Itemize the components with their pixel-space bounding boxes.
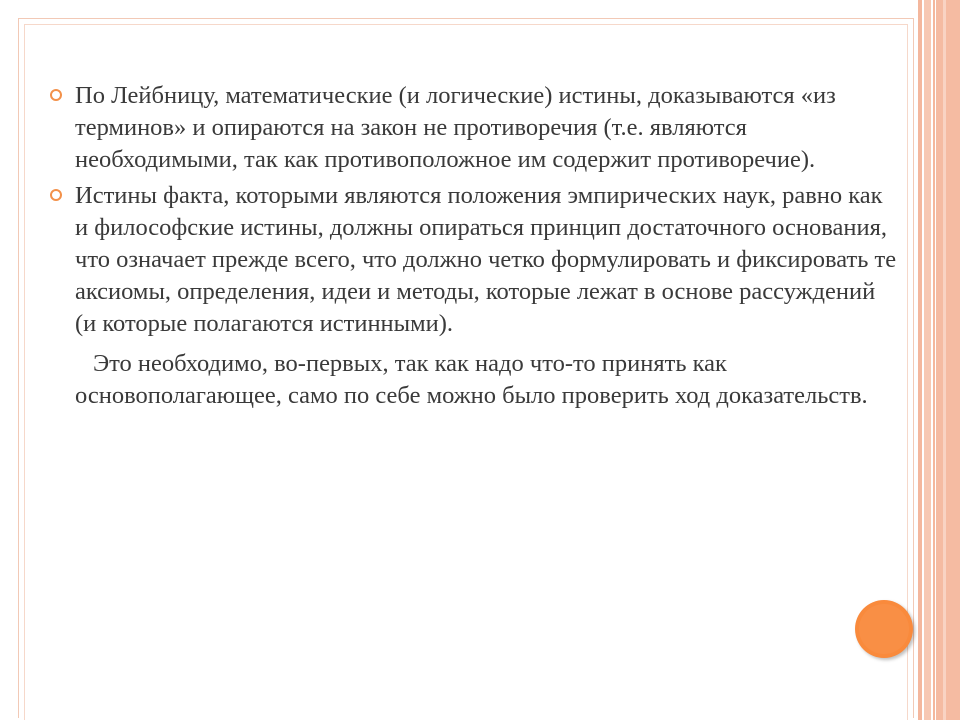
bullet-text: По Лейбницу, математические (и логические) истины, доказываются «из терминов» и опираются на закон не противоречия (т.е. являются необходимыми, так как противоположное им содержит противоречие). xyxy=(75,82,836,173)
bullet-item xyxy=(50,180,900,340)
decor-stripe xyxy=(918,0,922,720)
orange-circle-decoration xyxy=(855,600,913,658)
bullet-ring-icon xyxy=(50,89,62,101)
bullet-item xyxy=(50,80,900,176)
bullet-text: Истины факта, которыми являются положения эмпирических наук, равно как и философские истины, должны опираться принцип достаточного основания, что означает прежде всего, что должно четко формулировать и фиксировать те аксиомы, определения, идеи и методы, которые лежат в основе рассуждений (и которые полагаются истинными). xyxy=(75,182,897,337)
bullet-ring-icon xyxy=(50,189,62,201)
decor-stripe xyxy=(943,0,946,720)
slide-body xyxy=(50,80,900,412)
body-paragraph: Это необходимо, во-первых, так как надо что-то принять как основополагающее, само по себе можно было проверить ход доказательств. xyxy=(75,350,868,409)
decor-stripe xyxy=(936,0,960,720)
decor-stripe xyxy=(933,0,935,720)
decor-stripe xyxy=(924,0,931,720)
